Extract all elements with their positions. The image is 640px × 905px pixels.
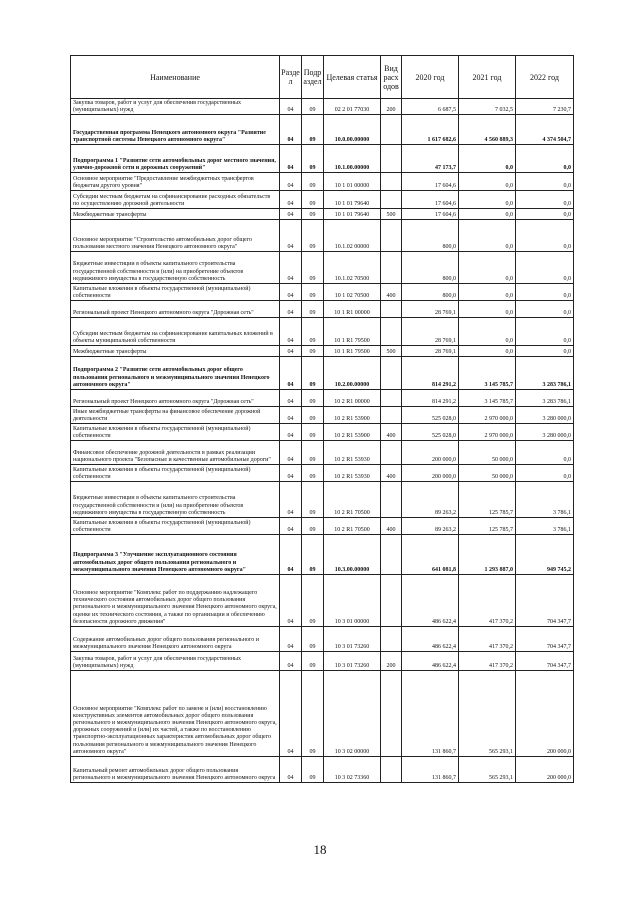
cell-podrazdel: 09 [302, 482, 324, 518]
table-row [71, 173, 574, 191]
cell-razdel: 04 [280, 518, 302, 535]
cell-razdel: 04 [280, 757, 302, 783]
cell-target-article: 10 1 01 00000 [324, 173, 381, 191]
cell-expense-type [381, 627, 402, 652]
table-row [71, 424, 574, 441]
cell-year-2022: 0,0 [516, 173, 574, 191]
cell-year-2021: 3 145 785,7 [459, 390, 516, 407]
cell-razdel: 04 [280, 465, 302, 482]
cell-year-2021: 417 370,2 [459, 652, 516, 671]
cell-target-article: 10.2.00.00000 [324, 357, 381, 390]
cell-year-2020: 800,0 [402, 284, 459, 301]
cell-year-2021: 3 145 785,7 [459, 357, 516, 390]
cell-razdel: 04 [280, 252, 302, 284]
cell-target-article: 02 2 01 77030 [324, 99, 381, 115]
cell-podrazdel: 09 [302, 575, 324, 627]
cell-expense-type [381, 482, 402, 518]
table-row [71, 518, 574, 535]
header-expense-type: Вид расх одов [381, 56, 402, 99]
cell-year-2021: 125 785,7 [459, 518, 516, 535]
cell-expense-type [381, 318, 402, 346]
cell-podrazdel: 09 [302, 627, 324, 652]
table-row [71, 627, 574, 652]
cell-year-2021: 0,0 [459, 191, 516, 209]
cell-expense-type [381, 115, 402, 145]
table-row [71, 145, 574, 173]
cell-podrazdel: 09 [302, 652, 324, 671]
cell-year-2022: 0,0 [516, 318, 574, 346]
cell-expense-type: 400 [381, 465, 402, 482]
cell-year-2022: 704 347,7 [516, 652, 574, 671]
cell-expense-type [381, 191, 402, 209]
cell-razdel: 04 [280, 318, 302, 346]
cell-target-article: 10 1 R1 00000 [324, 301, 381, 318]
cell-expense-type: 400 [381, 518, 402, 535]
cell-razdel: 04 [280, 482, 302, 518]
cell-year-2021: 0,0 [459, 301, 516, 318]
cell-expense-type [381, 535, 402, 575]
cell-razdel: 04 [280, 173, 302, 191]
table-body [71, 99, 574, 783]
cell-podrazdel: 09 [302, 191, 324, 209]
header-name: Наименование [71, 56, 280, 99]
cell-name: Закупка товаров, работ и услуг для обеспечения государственных (муниципальных) нужд [71, 99, 280, 115]
cell-podrazdel: 09 [302, 407, 324, 424]
cell-podrazdel: 09 [302, 346, 324, 357]
cell-name: Субсидии местным бюджетам на софинансирование расходных обязательств по осуществлению дорожной деятельности [71, 191, 280, 209]
cell-razdel: 04 [280, 209, 302, 220]
cell-expense-type [381, 407, 402, 424]
table-row [71, 441, 574, 465]
cell-podrazdel: 09 [302, 757, 324, 783]
cell-name: Капитальные вложения в объекты государственной (муниципальной) собственности [71, 518, 280, 535]
cell-year-2022: 0,0 [516, 346, 574, 357]
table-header-row [71, 56, 574, 99]
header-year-2020: 2020 год [402, 56, 459, 99]
cell-podrazdel: 09 [302, 441, 324, 465]
table-row [71, 191, 574, 209]
cell-podrazdel: 09 [302, 318, 324, 346]
cell-podrazdel: 09 [302, 220, 324, 252]
cell-year-2021: 417 370,2 [459, 575, 516, 627]
cell-razdel: 04 [280, 441, 302, 465]
cell-expense-type: 500 [381, 346, 402, 357]
cell-podrazdel: 09 [302, 535, 324, 575]
cell-name: Подпрограмма 3 "Улучшение эксплуатационного состояния автомобильных дорог общего пользования регионального и межмуниципального значения Ненецкого автономного округа" [71, 535, 280, 575]
table-row [71, 357, 574, 390]
cell-podrazdel: 09 [302, 252, 324, 284]
cell-expense-type [381, 357, 402, 390]
cell-name: Основное мероприятие "Предоставление межбюджетных трансфертов бюджетам другого уровня" [71, 173, 280, 191]
cell-razdel: 04 [280, 575, 302, 627]
cell-year-2022: 0,0 [516, 284, 574, 301]
cell-year-2020: 28 769,1 [402, 346, 459, 357]
cell-year-2022: 3 786,1 [516, 482, 574, 518]
cell-target-article: 10 1 01 79640 [324, 209, 381, 220]
cell-name: Подпрограмма 2 "Развитие сети автомобильных дорог общего пользования регионального и межмуниципального значения Ненецкого автономного округа" [71, 357, 280, 390]
cell-razdel: 04 [280, 357, 302, 390]
cell-podrazdel: 09 [302, 99, 324, 115]
cell-year-2021: 0,0 [459, 284, 516, 301]
cell-name: Основное мероприятие "Строительство автомобильных дорог общего пользования местного значения Ненецкого автономного округа" [71, 220, 280, 252]
cell-razdel: 04 [280, 407, 302, 424]
table-row [71, 99, 574, 115]
cell-year-2020: 814 291,2 [402, 390, 459, 407]
cell-year-2020: 17 604,6 [402, 191, 459, 209]
cell-year-2022: 949 745,2 [516, 535, 574, 575]
cell-year-2022: 3 786,1 [516, 518, 574, 535]
cell-year-2022: 0,0 [516, 441, 574, 465]
cell-expense-type: 200 [381, 652, 402, 671]
cell-target-article: 10 3 02 73360 [324, 757, 381, 783]
cell-year-2021: 2 970 000,0 [459, 424, 516, 441]
cell-year-2020: 200 000,0 [402, 465, 459, 482]
cell-year-2021: 0,0 [459, 220, 516, 252]
table-row [71, 346, 574, 357]
cell-expense-type: 400 [381, 284, 402, 301]
cell-podrazdel: 09 [302, 173, 324, 191]
cell-podrazdel: 09 [302, 671, 324, 757]
cell-razdel: 04 [280, 220, 302, 252]
cell-year-2022: 0,0 [516, 220, 574, 252]
cell-year-2021: 417 370,2 [459, 627, 516, 652]
cell-year-2021: 50 000,0 [459, 441, 516, 465]
cell-year-2020: 47 173,7 [402, 145, 459, 173]
cell-year-2020: 525 028,0 [402, 424, 459, 441]
cell-year-2021: 125 785,7 [459, 482, 516, 518]
cell-year-2021: 565 293,1 [459, 757, 516, 783]
cell-name: Капитальный ремонт автомобильных дорог общего пользования регионального и межмуниципального значения Ненецкого автономного округа [71, 757, 280, 783]
cell-expense-type [381, 252, 402, 284]
cell-target-article: 10 2 R1 70500 [324, 482, 381, 518]
table-row [71, 482, 574, 518]
cell-target-article: 10 2 R1 53930 [324, 441, 381, 465]
table-row [71, 757, 574, 783]
cell-year-2022: 0,0 [516, 252, 574, 284]
cell-year-2021: 0,0 [459, 209, 516, 220]
cell-target-article: 10.1.02 00000 [324, 220, 381, 252]
cell-name: Финансовое обеспечение дорожной деятельности в рамках реализации национального проекта "Безопасные и качественные автомобильные дороги" [71, 441, 280, 465]
cell-expense-type: 400 [381, 424, 402, 441]
table-row [71, 252, 574, 284]
cell-target-article: 10 3 02 00000 [324, 671, 381, 757]
cell-target-article: 10.1.00.00000 [324, 145, 381, 173]
cell-target-article: 10 2 R1 53900 [324, 407, 381, 424]
cell-year-2021: 0,0 [459, 318, 516, 346]
cell-target-article: 10.1.02 70500 [324, 252, 381, 284]
cell-year-2020: 200 000,0 [402, 441, 459, 465]
cell-expense-type [381, 390, 402, 407]
cell-year-2020: 131 860,7 [402, 671, 459, 757]
table-row [71, 220, 574, 252]
cell-year-2022: 200 000,0 [516, 757, 574, 783]
cell-podrazdel: 09 [302, 518, 324, 535]
cell-year-2020: 486 622,4 [402, 575, 459, 627]
cell-expense-type [381, 301, 402, 318]
cell-year-2020: 1 617 682,6 [402, 115, 459, 145]
cell-podrazdel: 09 [302, 115, 324, 145]
cell-expense-type [381, 671, 402, 757]
cell-expense-type [381, 220, 402, 252]
cell-year-2021: 1 293 887,0 [459, 535, 516, 575]
cell-razdel: 04 [280, 390, 302, 407]
header-target-article: Целевая статья [324, 56, 381, 99]
cell-razdel: 04 [280, 284, 302, 301]
cell-podrazdel: 09 [302, 390, 324, 407]
cell-year-2021: 0,0 [459, 346, 516, 357]
cell-expense-type [381, 145, 402, 173]
table-row [71, 209, 574, 220]
cell-year-2021: 0,0 [459, 145, 516, 173]
cell-year-2022: 704 347,7 [516, 627, 574, 652]
cell-year-2020: 17 604,6 [402, 209, 459, 220]
cell-year-2022: 7 230,7 [516, 99, 574, 115]
cell-razdel: 04 [280, 652, 302, 671]
cell-expense-type [381, 575, 402, 627]
header-podrazdel: Подр аздел [302, 56, 324, 99]
cell-podrazdel: 09 [302, 284, 324, 301]
cell-name: Подпрограмма 1 "Развитие сети автомобильных дорог местного значения, улично-дорожной сети и дорожных сооружений" [71, 145, 280, 173]
cell-year-2020: 641 081,8 [402, 535, 459, 575]
cell-podrazdel: 09 [302, 357, 324, 390]
cell-razdel: 04 [280, 346, 302, 357]
table-row [71, 390, 574, 407]
cell-target-article: 10 1 01 79640 [324, 191, 381, 209]
cell-expense-type: 500 [381, 209, 402, 220]
cell-year-2021: 0,0 [459, 252, 516, 284]
table-row [71, 652, 574, 671]
cell-target-article: 10 2 R1 53900 [324, 424, 381, 441]
table-row [71, 465, 574, 482]
cell-podrazdel: 09 [302, 145, 324, 173]
cell-year-2020: 6 687,5 [402, 99, 459, 115]
cell-razdel: 04 [280, 424, 302, 441]
cell-expense-type: 200 [381, 99, 402, 115]
cell-target-article: 10 1 R1 79500 [324, 346, 381, 357]
cell-expense-type [381, 441, 402, 465]
cell-year-2022: 3 283 786,1 [516, 357, 574, 390]
cell-target-article: 10 2 R1 53930 [324, 465, 381, 482]
cell-year-2021: 4 560 889,3 [459, 115, 516, 145]
cell-target-article: 10 1 R1 79500 [324, 318, 381, 346]
cell-year-2020: 525 028,0 [402, 407, 459, 424]
cell-year-2021: 2 970 000,0 [459, 407, 516, 424]
cell-razdel: 04 [280, 99, 302, 115]
cell-year-2020: 486 622,4 [402, 627, 459, 652]
cell-name: Закупка товаров, работ и услуг для обеспечения государственных (муниципальных) нужд [71, 652, 280, 671]
cell-name: Капитальные вложения в объекты государственной (муниципальной) собственности [71, 465, 280, 482]
page-number: 18 [313, 842, 327, 857]
cell-year-2020: 89 263,2 [402, 518, 459, 535]
cell-target-article: 10.3.00.00000 [324, 535, 381, 575]
cell-razdel: 04 [280, 191, 302, 209]
cell-name: Государственная программа Ненецкого автономного округа "Развитие транспортной системы Ненецкого автономного округа" [71, 115, 280, 145]
cell-year-2022: 0,0 [516, 301, 574, 318]
cell-razdel: 04 [280, 627, 302, 652]
cell-year-2022: 3 283 786,1 [516, 390, 574, 407]
cell-year-2020: 800,0 [402, 220, 459, 252]
cell-target-article: 10.0.00.00000 [324, 115, 381, 145]
cell-name: Региональный проект Ненецкого автономного округа "Дорожная сеть" [71, 301, 280, 318]
table-row [71, 535, 574, 575]
cell-razdel: 04 [280, 115, 302, 145]
cell-name: Иные межбюджетные трансферты на финансовое обеспечение дорожной деятельности [71, 407, 280, 424]
cell-razdel: 04 [280, 671, 302, 757]
cell-target-article: 10 1 02 70500 [324, 284, 381, 301]
cell-year-2022: 0,0 [516, 145, 574, 173]
cell-target-article: 10 3 01 00000 [324, 575, 381, 627]
cell-name: Региональный проект Ненецкого автономного округа "Дорожная сеть" [71, 390, 280, 407]
cell-year-2022: 0,0 [516, 465, 574, 482]
cell-podrazdel: 09 [302, 465, 324, 482]
budget-table [70, 55, 574, 783]
table-row [71, 575, 574, 627]
cell-name: Основное мероприятие "Комплекс работ по замене и (или) восстановлению конструктивных элементов автомобильных дорог общего пользования регионального и межмуниципального значения Ненецкого автономного округа, дорожных сооружений и (или) их частей, а также по восстановлению транспортно-эксплуатационных характеристик автомобильных дорог общего пользования регионального и межмуниципального значения Ненецкого автономного округа" [71, 671, 280, 757]
cell-podrazdel: 09 [302, 424, 324, 441]
cell-year-2020: 486 622,4 [402, 652, 459, 671]
cell-name: Межбюджетные трансферты [71, 346, 280, 357]
cell-year-2022: 0,0 [516, 209, 574, 220]
cell-year-2021: 50 000,0 [459, 465, 516, 482]
cell-name: Межбюджетные трансферты [71, 209, 280, 220]
cell-name: Капитальные вложения в объекты государственной (муниципальной) собственности [71, 284, 280, 301]
cell-target-article: 10 3 01 73260 [324, 627, 381, 652]
table-row [71, 115, 574, 145]
cell-year-2020: 17 604,6 [402, 173, 459, 191]
cell-name: Бюджетные инвестиции в объекты капитального строительства государственной собственности и (или) на приобретение объектов недвижимого имущества в государственную собственность [71, 252, 280, 284]
cell-year-2020: 28 769,1 [402, 301, 459, 318]
cell-name: Субсидии местным бюджетам на софинансирование капитальных вложений в объекты муниципальной собственности [71, 318, 280, 346]
cell-podrazdel: 09 [302, 301, 324, 318]
cell-target-article: 10 3 01 73260 [324, 652, 381, 671]
table-row [71, 671, 574, 757]
cell-year-2020: 89 263,2 [402, 482, 459, 518]
cell-podrazdel: 09 [302, 209, 324, 220]
cell-year-2022: 3 280 000,0 [516, 407, 574, 424]
cell-year-2020: 28 769,1 [402, 318, 459, 346]
cell-target-article: 10 2 R1 70500 [324, 518, 381, 535]
table-row [71, 301, 574, 318]
table-row [71, 407, 574, 424]
cell-expense-type [381, 757, 402, 783]
cell-year-2022: 704 347,7 [516, 575, 574, 627]
header-year-2021: 2021 год [459, 56, 516, 99]
header-year-2022: 2022 год [516, 56, 574, 99]
cell-year-2021: 565 293,1 [459, 671, 516, 757]
cell-year-2022: 4 374 504,7 [516, 115, 574, 145]
cell-name: Содержание автомобильных дорог общего пользования регионального и межмуниципального значения Ненецкого автономного округа [71, 627, 280, 652]
cell-year-2020: 800,0 [402, 252, 459, 284]
table-row [71, 284, 574, 301]
cell-razdel: 04 [280, 535, 302, 575]
cell-name: Капитальные вложения в объекты государственной (муниципальной) собственности [71, 424, 280, 441]
cell-razdel: 04 [280, 145, 302, 173]
table-row [71, 318, 574, 346]
cell-year-2022: 3 280 000,0 [516, 424, 574, 441]
cell-target-article: 10 2 R1 00000 [324, 390, 381, 407]
cell-expense-type [381, 173, 402, 191]
cell-year-2022: 200 000,0 [516, 671, 574, 757]
cell-year-2020: 131 860,7 [402, 757, 459, 783]
header-razdel: Разде л [280, 56, 302, 99]
cell-name: Бюджетные инвестиции в объекты капитального строительства государственной собственности и (или) на приобретение объектов недвижимого имущества в государственную собственность [71, 482, 280, 518]
cell-year-2021: 0,0 [459, 173, 516, 191]
cell-year-2020: 814 291,2 [402, 357, 459, 390]
cell-razdel: 04 [280, 301, 302, 318]
cell-name: Основное мероприятие "Комплекс работ по поддержанию надлежащего технического состояния автомобильных дорог общего пользования регионального и межмуниципального значения Ненецкого автономного округа, оценке их технического состояния, а также по организации и обеспечению безопасности дорожного движения" [71, 575, 280, 627]
cell-year-2021: 7 032,5 [459, 99, 516, 115]
cell-year-2022: 0,0 [516, 191, 574, 209]
